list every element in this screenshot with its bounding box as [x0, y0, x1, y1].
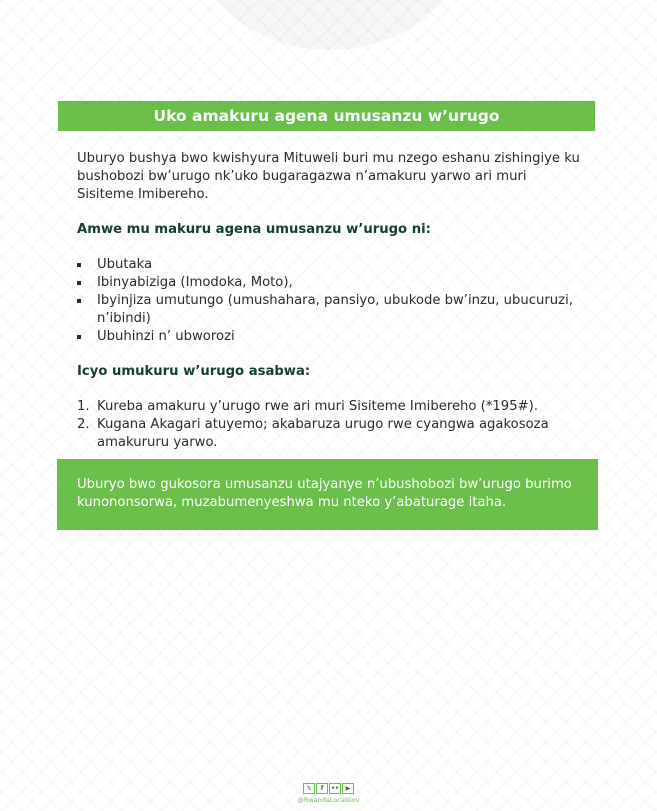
list-item: [77, 292, 585, 328]
flickr-icon[interactable]: ••: [329, 783, 341, 794]
intro-paragraph: Uburyo bushya bwo kwishyura Mituweli buri mu nzego eshanu zishingiye ku bushobozi bw’urugo nk’uko bugaragazwa n’amakuru yarwo ari muri Sisiteme Imibereho.: [77, 151, 580, 202]
factors-heading: Amwe mu makuru agena umusanzu w’urugo ni:: [77, 222, 431, 237]
list-item: [77, 398, 585, 416]
bullet-icon: [77, 335, 81, 339]
list-item-text: Ibinyabiziga (Imodoka, Moto),: [97, 275, 293, 290]
item-number: 2.: [77, 417, 90, 432]
list-item-text: Kugana Akagari atuyemo; akabaruza urugo rwe cyangwa agakosoza amakururu yarwo.: [97, 417, 549, 450]
social-handle: @RwandaLocalGov: [297, 796, 360, 804]
list-item-text: Kureba amakuru y’urugo rwe ari muri Sisiteme Imibereho (*195#).: [97, 399, 538, 414]
bullet-icon: [77, 263, 81, 267]
youtube-icon[interactable]: ▶: [342, 783, 354, 794]
section-title: Uko amakuru agena umusanzu w’urugo: [58, 101, 595, 131]
list-item: [77, 274, 585, 292]
list-item: [77, 328, 585, 346]
background-arch: [190, 0, 470, 50]
main-content: [77, 150, 585, 452]
note-box: [57, 459, 598, 530]
x-icon[interactable]: 𝕏: [303, 783, 315, 794]
actions-list: [77, 398, 585, 452]
bullet-icon: [77, 281, 81, 285]
actions-heading: Icyo umukuru w’urugo asabwa:: [77, 364, 311, 379]
note-text: Uburyo bwo gukosora umusanzu utajyanye n’ubushobozi bw’urugo burimo kunononsorwa, muzabumenyeshwa mu nteko y’abaturage itaha.: [77, 477, 572, 510]
social-icons: [303, 783, 354, 794]
footer: [0, 775, 657, 804]
list-item-text: Ibyinjiza umutungo (umushahara, pansiyo, ubukode bw’inzu, ubucuruzi, n’ibindi): [97, 293, 573, 326]
list-item-text: Ubutaka: [97, 257, 153, 272]
facebook-icon[interactable]: f: [316, 783, 328, 794]
list-item: [77, 416, 585, 452]
item-number: 1.: [77, 399, 90, 414]
list-item-text: Ubuhinzi n’ ubworozi: [97, 329, 235, 344]
list-item: [77, 256, 585, 274]
factors-list: [77, 256, 585, 346]
bullet-icon: [77, 299, 81, 303]
